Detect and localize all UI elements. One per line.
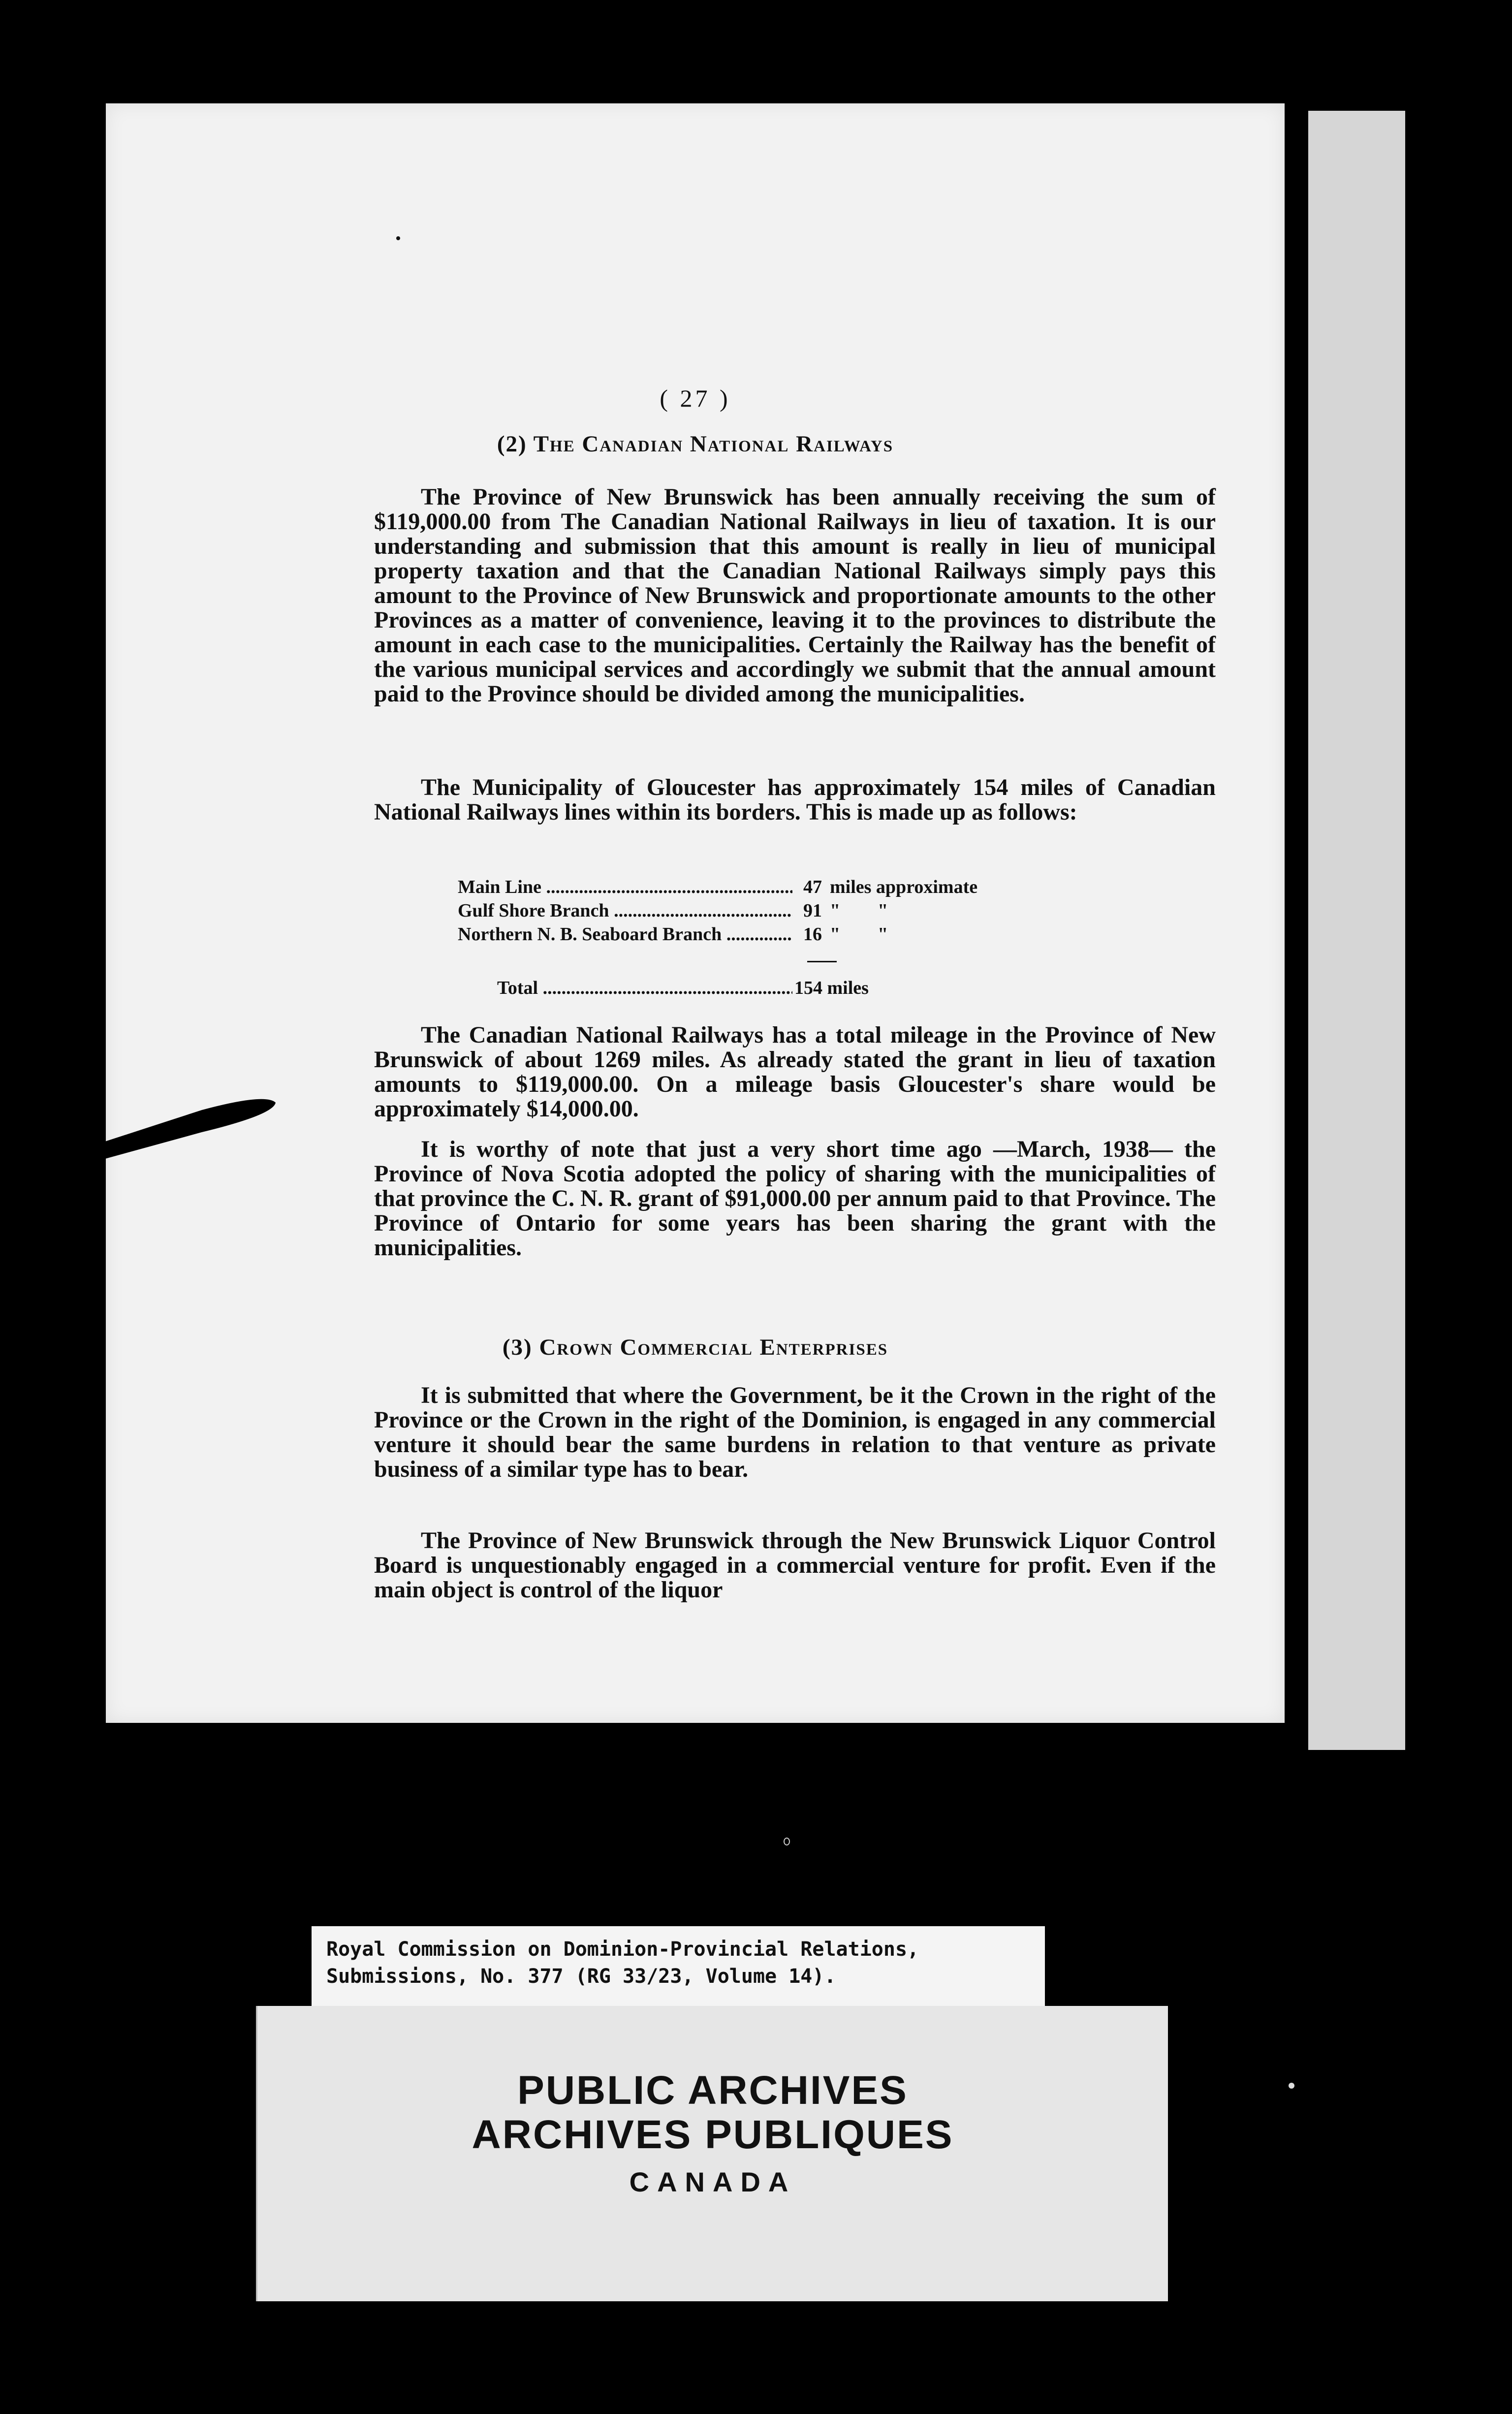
row-unit: miles approximate: [830, 877, 978, 897]
archive-label-line-2: Submissions, No. 377 (RG 33/23, Volume 14).: [326, 1965, 836, 1988]
row-miles: 16: [803, 924, 822, 945]
adjacent-page-edge: [1299, 111, 1405, 1750]
paragraph-crown-submission: It is submitted that where the Government, be it the Crown in the right of the Province or the Crown in the right of the Dominion, is engaged in any commercial venture it should bear the same burdens in relation to that venture as private business of a similar type has to bear.: [374, 1382, 1216, 1482]
dust-speck: [1289, 2083, 1294, 2089]
page-number: ( 27 ): [660, 384, 731, 412]
pointer-marker: [103, 1095, 281, 1159]
stamp-line-1: PUBLIC ARCHIVES: [517, 2068, 908, 2113]
dust-speck: [784, 1838, 790, 1845]
total-label: Total .....: [497, 977, 792, 999]
row-name: Main Line .....: [458, 875, 792, 899]
stamp-line-2: ARCHIVES PUBLIQUES: [472, 2112, 954, 2157]
table-row: [458, 899, 977, 922]
document-page: [106, 103, 1285, 1723]
total-value: 154 miles: [794, 978, 869, 998]
table-row: [458, 922, 977, 946]
archive-label-line-1: Royal Commission on Dominion-Provincial Relations,: [326, 1938, 919, 1961]
paragraph-nova-scotia: It is worthy of note that just a very short time ago —March, 1938— the Province of Nova Scotia adopted the policy of sharing with the municipalities of that province the C. N. R. grant of $91,000.00 per annum paid to that Province. The Province of Ontario for some years has been sharing the grant with the municipalities.: [374, 1136, 1216, 1261]
row-miles: 47: [803, 877, 822, 897]
section-heading-railways: (2) The Canadian National Railways: [497, 431, 894, 457]
mileage-table: [458, 875, 977, 946]
paragraph-total-mileage: The Canadian National Railways has a total mileage in the Province of New Brunswick of about 1269 miles. As already stated the grant in lieu of taxation amounts to $119,000.00. On a mileage basis Gloucester's share would be approximately $14,000.00.: [374, 1022, 1216, 1122]
row-unit: " ": [830, 900, 888, 921]
row-miles: 91: [803, 900, 822, 921]
row-name: Northern N. B. Seaboard Branch .....: [458, 922, 792, 946]
row-unit: " ": [830, 924, 888, 945]
archive-reference-label: [312, 1926, 1045, 2007]
section-heading-crown: (3) Crown Commercial Enterprises: [502, 1334, 888, 1360]
paragraph-annual-receipt: The Province of New Brunswick has been annually receiving the sum of $119,000.00 from The Canadian National Railways in lieu of taxation. It is our understanding and submission that this amount is really in lieu of municipal property taxation and that the Canadian National Railways simply pays this amount to the Province of New Brunswick and proportionate amounts to the other Provinces as a matter of convenience, leaving it to the provinces to distribute the amount in each case to the municipalities. Certainly the Railway has the benefit of the various municipal services and accordingly we submit that the annual amount paid to the Province should be divided among the municipalities.: [374, 484, 1216, 707]
archives-stamp: [256, 2006, 1168, 2301]
stamp-line-3: CANADA: [629, 2166, 796, 2197]
table-total-row: [497, 977, 869, 999]
sum-rule: [807, 961, 837, 962]
dust-speck: [396, 236, 400, 240]
row-name: Gulf Shore Branch .....: [458, 899, 792, 922]
table-row: [458, 875, 977, 899]
paragraph-gloucester-mileage: The Municipality of Gloucester has approximately 154 miles of Canadian National Railways lines within its borders. This is made up as follows:: [374, 774, 1216, 825]
paragraph-liquor-board: The Province of New Brunswick through the New Brunswick Liquor Control Board is unquestionably engaged in a commercial venture for profit. Even if the main object is control of the liquor: [374, 1527, 1216, 1603]
